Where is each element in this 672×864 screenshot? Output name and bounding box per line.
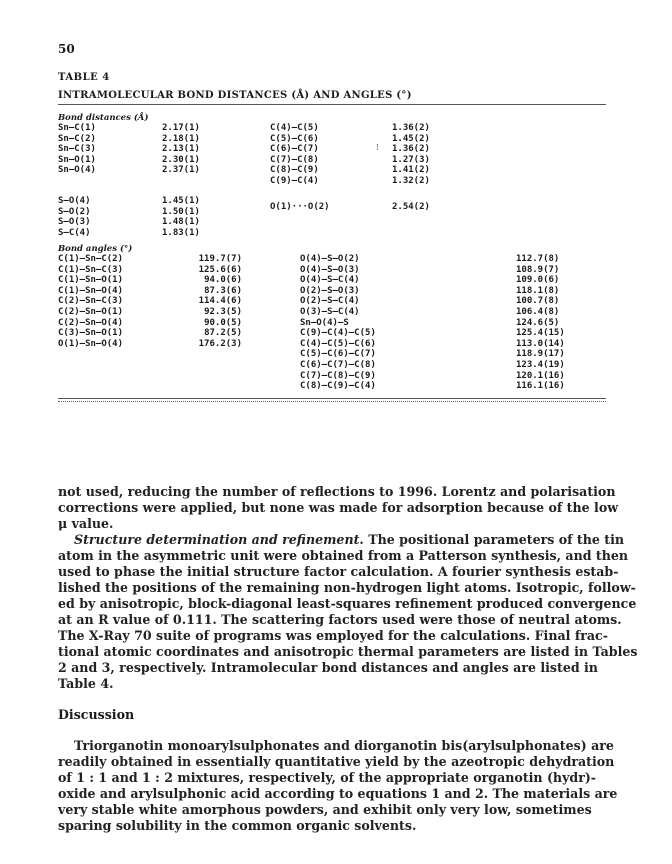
s-distance-values <box>162 196 200 238</box>
bond-label: Sn—C(3) <box>58 144 96 155</box>
bond-value: 2.37(1) <box>162 165 200 176</box>
text-line: The X-Ray 70 suite of programs was employed for the calculations. Final frac- <box>58 628 608 643</box>
angle-value: 114.4(6) <box>198 296 242 307</box>
angle-value: 118.1(8) <box>516 285 560 296</box>
angle-label: C(1)—Sn—O(4) <box>58 285 124 296</box>
angle-value: 125.6(6) <box>198 264 242 275</box>
contact-value: 2.54(2) <box>392 202 430 212</box>
text-line: at an R value of 0.111. The scattering factors used were those of neutral atoms. <box>58 612 622 627</box>
bond-value: 2.17(1) <box>162 123 200 133</box>
text-line: 2 and 3, respectively. Intramolecular bond distances and angles are listed in <box>58 660 598 675</box>
angle-label: Sn—O(4)—S <box>300 317 349 328</box>
bond-label: C(4)—C(5) <box>270 123 319 133</box>
bond-value: 1.50(1) <box>162 206 200 217</box>
angle-value: 125.4(15) <box>516 328 565 339</box>
bond-label: Sn—C(1) <box>58 123 96 133</box>
text-line: oxide and arylsulphonic acid according to equations 1 and 2. The materials are <box>58 786 618 801</box>
text-line: ed by anisotropic, block-diagonal least-squares refinement produced convergence <box>58 596 637 611</box>
angle-value: 87.3(6) <box>204 285 242 296</box>
text-line <box>58 532 625 548</box>
angle-label: O(4)—S—O(2) <box>300 254 360 264</box>
sn-angle-values <box>182 254 242 349</box>
angle-value: 94.0(6) <box>204 275 242 286</box>
angle-value: 124.6(5) <box>516 317 560 328</box>
bond-value: 1.32(2) <box>392 175 430 186</box>
bond-label: S—O(3) <box>58 217 91 228</box>
angle-label: C(5)—C(6)—C(7) <box>300 349 376 360</box>
table-top-rule <box>58 104 606 105</box>
angle-label: C(7)—C(8)—C(9) <box>300 370 376 381</box>
angle-value: 92.3(5) <box>204 306 242 317</box>
angle-label: C(1)—Sn—O(1) <box>58 275 124 286</box>
bond-distances-heading: Bond distances (Å) <box>58 113 149 123</box>
angle-label: O(4)—S—C(4) <box>300 275 360 286</box>
table-label: TABLE 4 <box>58 72 110 83</box>
s-ring-angle-labels <box>300 254 376 392</box>
bond-value: 1.36(2) <box>392 144 430 155</box>
bond-angles-heading: Bond angles (°) <box>58 244 133 254</box>
text-line: corrections were applied, but none was made for adsorption because of the low <box>58 500 619 515</box>
angle-value: 109.0(6) <box>516 275 560 286</box>
bond-value: 1.36(2) <box>392 123 430 133</box>
text-run: The positional parameters of the tin <box>363 532 625 547</box>
contact-bond: O(1)···O(2) <box>270 202 330 212</box>
angle-value: 123.4(19) <box>516 359 565 370</box>
discussion-heading: Discussion <box>58 707 135 722</box>
angle-label: C(9)—C(4)—C(5) <box>300 328 376 339</box>
angle-value: 108.9(7) <box>516 264 560 275</box>
bond-label: C(7)—C(8) <box>270 154 319 165</box>
bond-label: S—O(2) <box>58 206 91 217</box>
angle-value: 87.2(5) <box>204 328 242 339</box>
angle-label: C(2)—Sn—O(1) <box>58 306 124 317</box>
paragraph-structure-determination <box>58 532 638 692</box>
table-title: INTRAMOLECULAR BOND DISTANCES (Å) AND ANGLES (°) <box>58 90 412 101</box>
angle-label: O(2)—S—O(3) <box>300 285 360 296</box>
text-line: sparing solubility in the common organic solvents. <box>58 818 417 833</box>
paragraph-discussion <box>58 738 618 834</box>
angle-label: C(2)—Sn—C(3) <box>58 296 124 307</box>
table-bottom-rule-2 <box>58 401 606 402</box>
bond-label: C(6)—C(7) <box>270 144 319 155</box>
bond-value: 1.83(1) <box>162 227 200 238</box>
ring-distance-bonds <box>270 123 319 187</box>
angle-value: 100.7(8) <box>516 296 560 307</box>
s-distance-bonds <box>58 196 91 238</box>
bond-value: 2.30(1) <box>162 154 200 165</box>
angle-value: 120.1(16) <box>516 370 565 381</box>
angle-value: 113.0(14) <box>516 338 565 349</box>
s-ring-angle-values <box>516 254 565 392</box>
paragraph-continuation <box>58 484 619 532</box>
text-line: readily obtained in essentially quantitative yield by the azeotropic dehydration <box>58 754 615 769</box>
angle-label: C(8)—C(9)—C(4) <box>300 381 376 392</box>
angle-label: O(1)—Sn—O(4) <box>58 338 124 349</box>
bond-value: 2.13(1) <box>162 144 200 155</box>
angle-label: C(1)—Sn—C(3) <box>58 264 124 275</box>
run-in-heading: Structure determination and refinement. <box>74 532 364 547</box>
bond-label: Sn—C(2) <box>58 133 96 144</box>
angle-label: O(2)—S—C(4) <box>300 296 360 307</box>
angle-label: C(1)—Sn—C(2) <box>58 254 124 264</box>
text-line: of 1 : 1 and 1 : 2 mixtures, respectively, of the appropriate organotin (hydr)- <box>58 770 597 785</box>
bond-label: Sn—O(1) <box>58 154 96 165</box>
bond-value: 1.41(2) <box>392 165 430 176</box>
text-line: tional atomic coordinates and anisotropic thermal parameters are listed in Tables <box>58 644 638 659</box>
bond-value: 2.18(1) <box>162 133 200 144</box>
text-line: Table 4. <box>58 676 114 691</box>
angle-value: 90.0(5) <box>204 317 242 328</box>
bond-label: C(5)—C(6) <box>270 133 319 144</box>
bond-label: C(8)—C(9) <box>270 165 319 176</box>
angle-label: C(2)—Sn—O(4) <box>58 317 124 328</box>
bond-value: 1.27(3) <box>392 154 430 165</box>
table-bottom-rule <box>58 398 606 399</box>
text-line: μ value. <box>58 516 114 531</box>
angle-value: 106.4(8) <box>516 306 560 317</box>
text-line: lished the positions of the remaining non-hydrogen light atoms. Isotropic, follow- <box>58 580 636 595</box>
text-line: used to phase the initial structure factor calculation. A fourier synthesis estab- <box>58 564 619 579</box>
text-line: not used, reducing the number of reflections to 1996. Lorentz and polarisation <box>58 484 616 499</box>
angle-label: C(4)—C(5)—C(6) <box>300 338 376 349</box>
bond-label: S—C(4) <box>58 227 91 238</box>
ring-distance-values <box>392 123 430 187</box>
bond-label: S—O(4) <box>58 196 91 206</box>
text-line: atom in the asymmetric unit were obtained from a Patterson synthesis, and then <box>58 548 629 563</box>
angle-label: O(3)—S—C(4) <box>300 306 360 317</box>
page-number: 50 <box>58 42 75 56</box>
scan-mark: ⁝ <box>376 143 379 153</box>
bond-label: C(9)—C(4) <box>270 175 319 186</box>
sn-distance-bonds <box>58 123 96 176</box>
text-line: very stable white amorphous powders, and exhibit only very low, sometimes <box>58 802 592 817</box>
angle-value: 119.7(7) <box>198 254 242 264</box>
angle-value: 118.9(17) <box>516 349 565 360</box>
bond-label: Sn—O(4) <box>58 165 96 176</box>
bond-value: 1.48(1) <box>162 217 200 228</box>
angle-label: C(6)—C(7)—C(8) <box>300 359 376 370</box>
angle-value: 112.7(8) <box>516 254 560 264</box>
angle-label: O(4)—S—O(3) <box>300 264 360 275</box>
text-line: Triorganotin monoarylsulphonates and diorganotin bis(arylsulphonates) are <box>74 738 614 753</box>
bond-value: 1.45(1) <box>162 196 200 206</box>
angle-value: 176.2(3) <box>198 338 242 349</box>
bond-value: 1.45(2) <box>392 133 430 144</box>
sn-distance-values <box>162 123 200 176</box>
sn-angle-labels <box>58 254 123 349</box>
angle-label: C(3)—Sn—O(1) <box>58 328 124 339</box>
angle-value: 116.1(16) <box>516 381 565 392</box>
